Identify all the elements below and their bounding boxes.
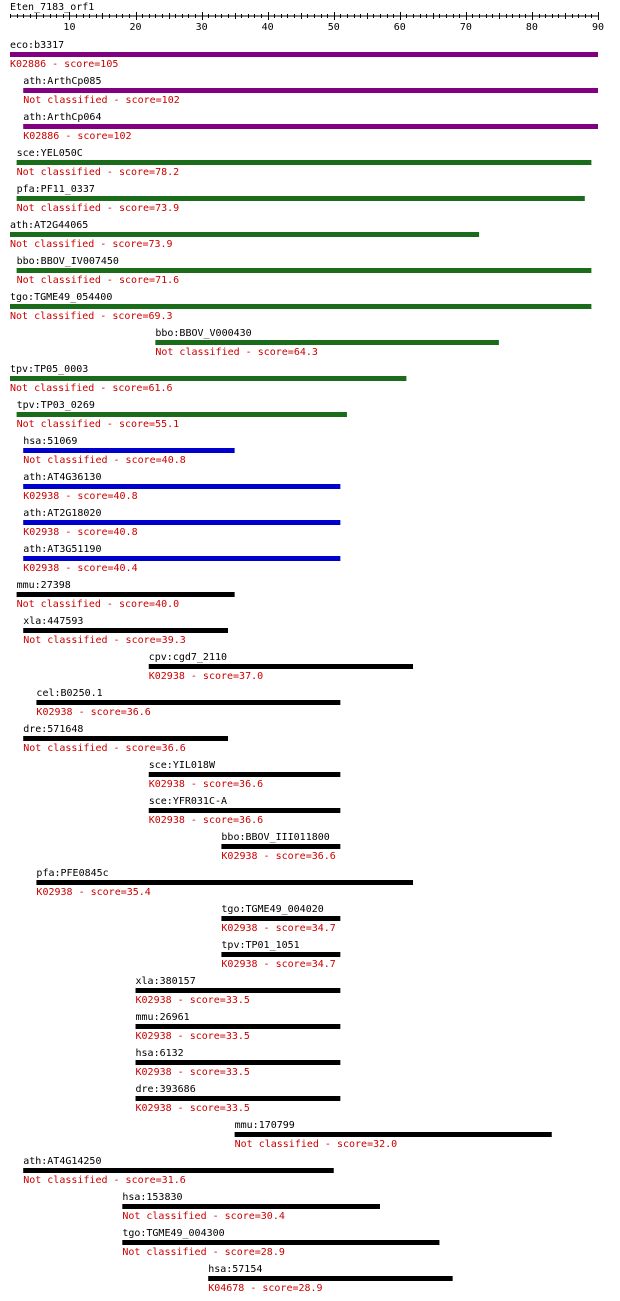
hit-name: ath:AT2G44065 bbox=[10, 220, 89, 231]
hit-bar bbox=[17, 412, 347, 417]
hit-name: tgo:TGME49_004300 bbox=[122, 1228, 225, 1239]
hit-name: mmu:27398 bbox=[16, 580, 71, 591]
hit-bar bbox=[17, 592, 235, 597]
hit-row bbox=[136, 1012, 341, 1042]
hit-score: Not classified - score=31.6 bbox=[23, 1175, 186, 1186]
hit-row bbox=[23, 508, 340, 538]
hit-bar bbox=[122, 1240, 439, 1245]
axis-tick-label: 10 bbox=[63, 22, 76, 33]
hit-bar bbox=[17, 268, 592, 273]
hit-score: K02938 - score=36.6 bbox=[148, 815, 264, 826]
hit-score: Not classified - score=71.6 bbox=[16, 275, 180, 286]
hit-score: K02938 - score=33.5 bbox=[135, 1031, 250, 1042]
hit-row bbox=[136, 1048, 341, 1078]
hit-name: eco:b3317 bbox=[10, 40, 65, 51]
hit-bar bbox=[122, 1204, 380, 1209]
hit-score: K02938 - score=33.5 bbox=[135, 1103, 250, 1114]
hit-bar bbox=[149, 772, 341, 777]
hit-row bbox=[36, 688, 340, 718]
hit-row bbox=[23, 472, 340, 502]
hit-bar bbox=[136, 1060, 341, 1065]
hit-name: mmu:26961 bbox=[135, 1012, 190, 1023]
hit-score: Not classified - score=32.0 bbox=[234, 1139, 398, 1150]
hit-name: hsa:51069 bbox=[23, 436, 78, 447]
hit-score: Not classified - score=36.6 bbox=[23, 743, 186, 754]
hit-bar bbox=[136, 1024, 341, 1029]
hit-bar bbox=[136, 1096, 341, 1101]
hit-row bbox=[23, 724, 228, 754]
hit-score: Not classified - score=40.8 bbox=[23, 455, 186, 466]
hit-row bbox=[23, 1156, 334, 1186]
hit-name: ath:AT2G18020 bbox=[23, 508, 102, 519]
hit-row bbox=[221, 940, 340, 970]
hit-score: Not classified - score=28.9 bbox=[122, 1247, 285, 1258]
hit-score: Not classified - score=102 bbox=[23, 95, 180, 106]
hit-row bbox=[235, 1120, 552, 1150]
hit-bar bbox=[23, 556, 340, 561]
hit-score: K02938 - score=36.6 bbox=[221, 851, 336, 862]
hit-bar bbox=[149, 664, 413, 669]
hit-bar bbox=[36, 880, 413, 885]
hit-name: tpv:TP03_0269 bbox=[16, 400, 95, 411]
hit-name: tpv:TP05_0003 bbox=[10, 364, 89, 375]
axis-tick-label: 80 bbox=[525, 22, 538, 33]
hit-score: K02938 - score=33.5 bbox=[135, 1067, 250, 1078]
hit-score: K02938 - score=36.6 bbox=[148, 779, 264, 790]
hit-bar bbox=[23, 1168, 334, 1173]
hit-name: xla:447593 bbox=[23, 616, 84, 627]
hit-name: ath:AT4G14250 bbox=[23, 1156, 102, 1167]
hit-bar bbox=[221, 844, 340, 849]
hit-score: Not classified - score=30.4 bbox=[122, 1211, 285, 1222]
hit-bar bbox=[208, 1276, 452, 1281]
hit-score: Not classified - score=78.2 bbox=[16, 167, 180, 178]
hit-name: tgo:TGME49_004020 bbox=[221, 904, 324, 915]
hit-name: pfa:PFE0845c bbox=[36, 868, 109, 879]
axis-tick-label: 90 bbox=[591, 22, 605, 33]
hit-name: bbo:BBOV_III011800 bbox=[221, 832, 330, 843]
hit-score: K02886 - score=102 bbox=[23, 131, 132, 142]
hit-row bbox=[221, 832, 340, 862]
hit-name: sce:YIL018W bbox=[148, 760, 215, 771]
hit-bar bbox=[23, 88, 598, 93]
hit-row bbox=[208, 1264, 452, 1294]
hit-bar bbox=[17, 196, 585, 201]
hit-bar bbox=[10, 52, 598, 57]
hit-bar bbox=[149, 808, 341, 813]
hit-name: sce:YFR031C-A bbox=[148, 796, 228, 807]
hit-row bbox=[149, 652, 413, 682]
hit-row bbox=[149, 760, 341, 790]
hit-bar bbox=[36, 700, 340, 705]
axis-tick-label: 60 bbox=[393, 22, 406, 33]
query-title: Eten_7183_orf1 bbox=[10, 2, 95, 13]
hit-row bbox=[149, 796, 341, 826]
hit-score: K02938 - score=40.8 bbox=[23, 491, 138, 502]
hit-bar bbox=[23, 448, 234, 453]
hit-row bbox=[23, 616, 228, 646]
hit-name: ath:ArthCp085 bbox=[23, 76, 102, 87]
hit-name: sce:YEL050C bbox=[16, 148, 83, 159]
hit-bar bbox=[221, 916, 340, 921]
hit-score: Not classified - score=64.3 bbox=[155, 347, 318, 358]
hit-bar bbox=[23, 484, 340, 489]
hit-name: cpv:cgd7_2110 bbox=[148, 652, 228, 663]
hit-name: hsa:6132 bbox=[135, 1048, 184, 1059]
hit-name: mmu:170799 bbox=[234, 1120, 295, 1131]
hit-row bbox=[10, 220, 479, 250]
hit-name: xla:380157 bbox=[135, 976, 196, 987]
hit-row bbox=[10, 292, 591, 322]
hit-name: pfa:PF11_0337 bbox=[16, 184, 95, 195]
hit-row bbox=[23, 544, 340, 574]
hit-score: K02938 - score=37.0 bbox=[148, 671, 264, 682]
hit-score: Not classified - score=69.3 bbox=[10, 311, 173, 322]
position-axis bbox=[10, 12, 604, 33]
hit-name: hsa:57154 bbox=[208, 1264, 263, 1275]
hit-bar bbox=[221, 952, 340, 957]
axis-tick-label: 20 bbox=[129, 22, 142, 33]
hit-bar bbox=[10, 304, 591, 309]
hit-row bbox=[221, 904, 340, 934]
hit-score: K02938 - score=33.5 bbox=[135, 995, 250, 1006]
hit-list bbox=[10, 40, 598, 1294]
hit-bar bbox=[10, 376, 406, 381]
hit-name: ath:AT4G36130 bbox=[23, 472, 102, 483]
hit-row bbox=[17, 256, 592, 286]
hit-row bbox=[136, 1084, 341, 1114]
hit-row bbox=[17, 184, 585, 214]
axis-tick-label: 30 bbox=[195, 22, 208, 33]
hit-name: hsa:153830 bbox=[122, 1192, 183, 1203]
axis-tick-label: 40 bbox=[261, 22, 274, 33]
hit-bar bbox=[17, 160, 592, 165]
hit-row bbox=[122, 1228, 439, 1258]
hit-score: K02886 - score=105 bbox=[10, 59, 119, 70]
hit-score: K02938 - score=40.8 bbox=[23, 527, 138, 538]
hit-row bbox=[136, 976, 341, 1006]
hit-bar bbox=[23, 736, 228, 741]
hit-row bbox=[17, 148, 592, 178]
hit-bar bbox=[23, 520, 340, 525]
hit-score: Not classified - score=40.0 bbox=[16, 599, 180, 610]
hit-score: K02938 - score=35.4 bbox=[36, 887, 151, 898]
hit-name: tpv:TP01_1051 bbox=[221, 940, 300, 951]
hit-row bbox=[10, 364, 406, 394]
hit-row bbox=[23, 436, 234, 466]
hit-name: bbo:BBOV_IV007450 bbox=[16, 256, 119, 267]
hit-row bbox=[10, 40, 598, 70]
hit-score: Not classified - score=55.1 bbox=[16, 419, 180, 430]
hit-score: K02938 - score=40.4 bbox=[23, 563, 138, 574]
hit-row bbox=[17, 400, 347, 430]
hit-name: dre:393686 bbox=[135, 1084, 196, 1095]
hit-score: Not classified - score=73.9 bbox=[10, 239, 173, 250]
hit-score: Not classified - score=73.9 bbox=[16, 203, 180, 214]
hit-bar bbox=[23, 628, 228, 633]
hit-row bbox=[122, 1192, 380, 1222]
hit-name: dre:571648 bbox=[23, 724, 84, 735]
hit-score: K02938 - score=36.6 bbox=[36, 707, 151, 718]
hit-row bbox=[36, 868, 413, 898]
hit-row bbox=[23, 76, 598, 106]
hit-bar bbox=[10, 232, 479, 237]
hit-score: K02938 - score=34.7 bbox=[221, 959, 336, 970]
hit-name: ath:AT3G51190 bbox=[23, 544, 102, 555]
hit-bar bbox=[136, 988, 341, 993]
hit-name: ath:ArthCp064 bbox=[23, 112, 102, 123]
hit-name: tgo:TGME49_054400 bbox=[10, 292, 113, 303]
hit-row bbox=[155, 328, 499, 358]
hit-score: K04678 - score=28.9 bbox=[208, 1283, 323, 1294]
hit-name: bbo:BBOV_V000430 bbox=[155, 328, 252, 339]
hit-score: K02938 - score=34.7 bbox=[221, 923, 336, 934]
hit-score: Not classified - score=61.6 bbox=[10, 383, 173, 394]
hit-bar bbox=[235, 1132, 552, 1137]
hit-row bbox=[17, 580, 235, 610]
axis-tick-label: 50 bbox=[327, 22, 340, 33]
hit-bar bbox=[155, 340, 499, 345]
hit-name: cel:B0250.1 bbox=[36, 688, 103, 699]
hit-score: Not classified - score=39.3 bbox=[23, 635, 186, 646]
hit-row bbox=[23, 112, 598, 142]
axis-tick-label: 70 bbox=[459, 22, 472, 33]
hit-bar bbox=[23, 124, 598, 129]
